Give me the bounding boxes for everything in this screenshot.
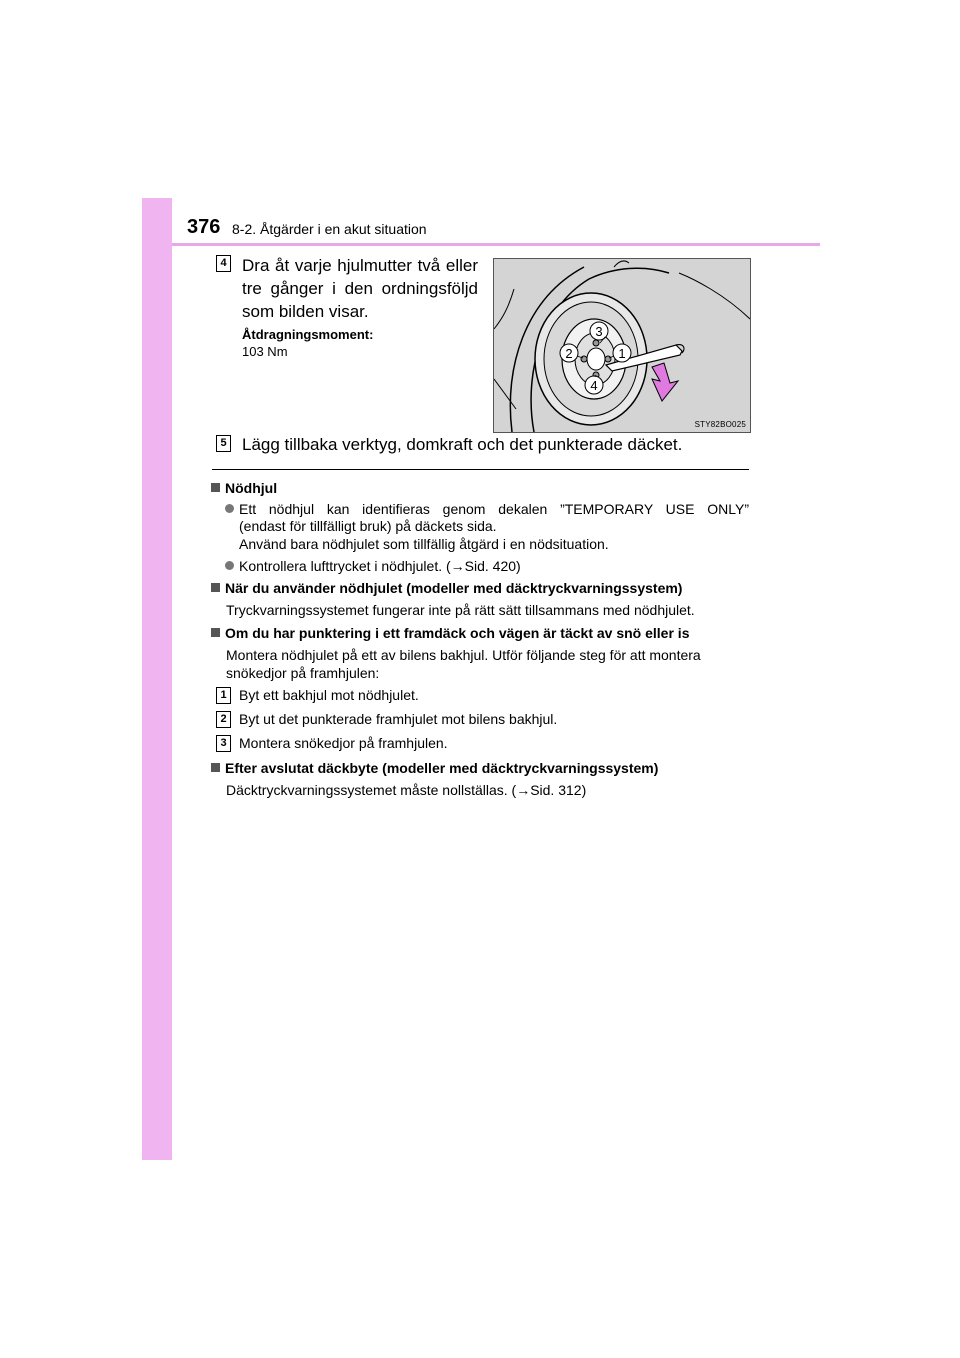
heading-nar-du: När du använder nödhjulet (modeller med däcktryckvarningssystem)	[211, 580, 682, 596]
bullet-nodhjul-1-cont: (endast för tillfälligt bruk) på däckets sida.	[239, 518, 497, 534]
callout-3: 3	[595, 324, 603, 339]
text-nar-du: Tryckvarningssystemet fungerar inte på rätt sätt tillsammans med nödhjulet.	[226, 602, 695, 618]
chapter-sidebar-tab	[142, 198, 172, 1160]
figure-code: STY82BO025	[694, 420, 746, 429]
dot-bullet-icon	[225, 504, 234, 513]
section-title: 8-2. Åtgärder i en akut situation	[232, 221, 427, 237]
callout-2: 2	[565, 346, 573, 361]
heading-punktering: Om du har punktering i ett framdäck och vägen är täckt av snö eller is	[211, 625, 689, 641]
torque-label: Åtdragningsmoment:	[242, 327, 374, 342]
sub-step-1: Byt ett bakhjul mot nödhjulet.	[239, 687, 419, 703]
step-badge-1: 1	[216, 687, 231, 704]
bullet-nodhjul-2: Kontrollera lufttrycket i nödhjulet. (→Sid. 420)	[225, 558, 521, 575]
bullet-nodhjul-1-cont2: Använd bara nödhjulet som tillfällig åtgärd i en nödsituation.	[239, 536, 609, 552]
sub-step-2: Byt ut det punkterade framhjulet mot bilens bakhjul.	[239, 711, 558, 727]
wheel-nut-tightening-figure	[493, 258, 751, 433]
step-badge-4: 4	[216, 255, 231, 272]
heading-nodhjul: Nödhjul	[211, 480, 277, 496]
step-badge-2: 2	[216, 711, 231, 728]
square-bullet-icon	[211, 628, 220, 637]
step4-instruction: Dra åt varje hjulmutter två eller tre gånger i den ordningsföljd som bilden visar.	[242, 256, 478, 321]
header-rule	[172, 243, 820, 246]
wheel-illustration	[494, 259, 750, 432]
dot-bullet-icon	[225, 561, 234, 570]
callout-1: 1	[618, 346, 626, 361]
step5-instruction: Lägg tillbaka verktyg, domkraft och det punkterade däcket.	[242, 435, 683, 454]
step-badge-5: 5	[216, 435, 231, 452]
square-bullet-icon	[211, 583, 220, 592]
heading-efter: Efter avslutat däckbyte (modeller med däcktryckvarningssystem)	[211, 760, 658, 776]
step-badge-3: 3	[216, 735, 231, 752]
page-number: 376	[187, 216, 221, 238]
section-divider	[212, 469, 749, 470]
square-bullet-icon	[211, 763, 220, 772]
callout-4: 4	[590, 378, 598, 393]
square-bullet-icon	[211, 483, 220, 492]
torque-value: 103 Nm	[242, 344, 288, 359]
text-efter: Däcktryckvarningssystemet måste nollställas. (→Sid. 312)	[226, 782, 587, 798]
bullet-nodhjul-1: Ett nödhjul kan identifieras genom dekalen ”TEMPORARY USE ONLY”	[225, 501, 749, 518]
text-punktering-2: snökedjor på framhjulen:	[226, 665, 380, 681]
sub-step-3: Montera snökedjor på framhjulen.	[239, 735, 448, 751]
text-punktering-1: Montera nödhjulet på ett av bilens bakhjul. Utför följande steg för att montera	[226, 647, 701, 663]
